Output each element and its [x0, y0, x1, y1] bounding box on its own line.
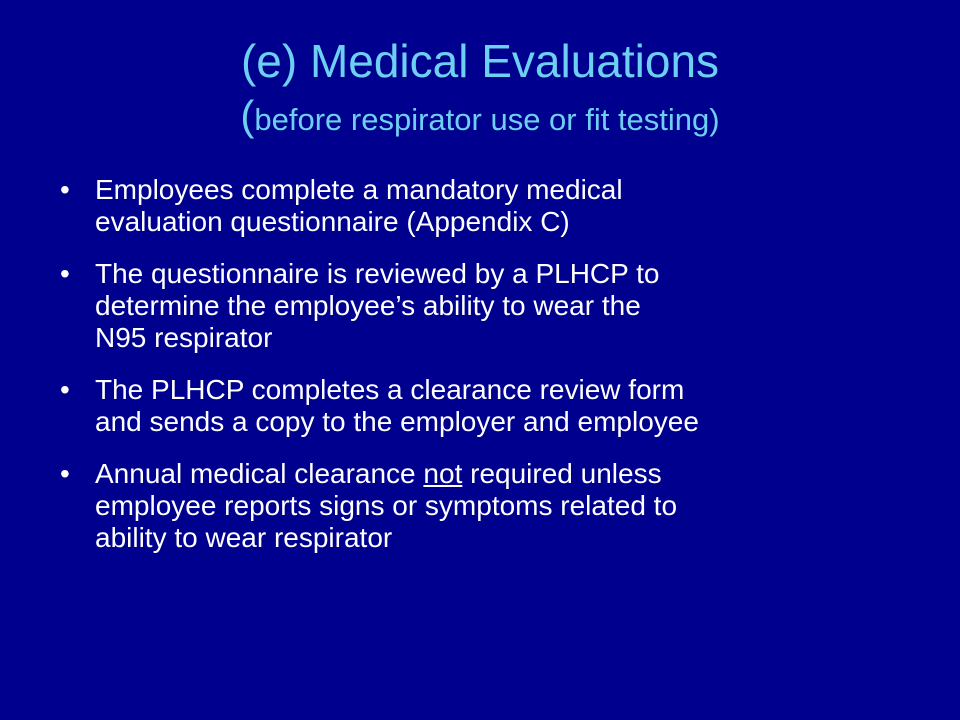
bullet-text-line: evaluation questionnaire (Appendix C)	[95, 206, 570, 237]
bullet-text-line: Employees complete a mandatory medical	[95, 174, 623, 205]
bullet-text-segment: Annual medical clearance	[95, 458, 424, 489]
bullet-item	[60, 458, 900, 554]
bullet-text-line: and sends a copy to the employer and employee	[95, 406, 699, 437]
emphasis-not: not	[423, 458, 463, 489]
slide-title: (e) Medical Evaluations	[240, 35, 720, 87]
bullet-text-line: The PLHCP completes a clearance review form	[95, 374, 685, 405]
bullet-marker: •	[60, 258, 70, 289]
bullet-text-line: N95 respirator	[95, 322, 273, 353]
bullet-text-line: employee reports signs or symptoms related to	[95, 490, 678, 521]
slide-title-block	[0, 30, 960, 144]
bullet-list	[60, 174, 900, 574]
bullet-marker: •	[60, 174, 70, 205]
bullet-text-line: ability to wear respirator	[95, 522, 393, 553]
subtitle-text: before respirator use or fit testing)	[254, 102, 720, 137]
bullet-item	[60, 258, 900, 354]
bullet-text-line: determine the employee’s ability to wear the	[95, 290, 641, 321]
bullet-item	[60, 174, 900, 238]
bullet-marker: •	[60, 458, 70, 489]
bullet-item	[60, 374, 900, 438]
bullet-text-segment: required unless	[462, 458, 662, 489]
bullet-marker: •	[60, 374, 70, 405]
bullet-text-line	[95, 458, 900, 490]
slide-subtitle	[0, 92, 960, 144]
subtitle-open-paren: (	[240, 92, 255, 139]
bullet-text-line: The questionnaire is reviewed by a PLHCP to	[95, 258, 660, 289]
